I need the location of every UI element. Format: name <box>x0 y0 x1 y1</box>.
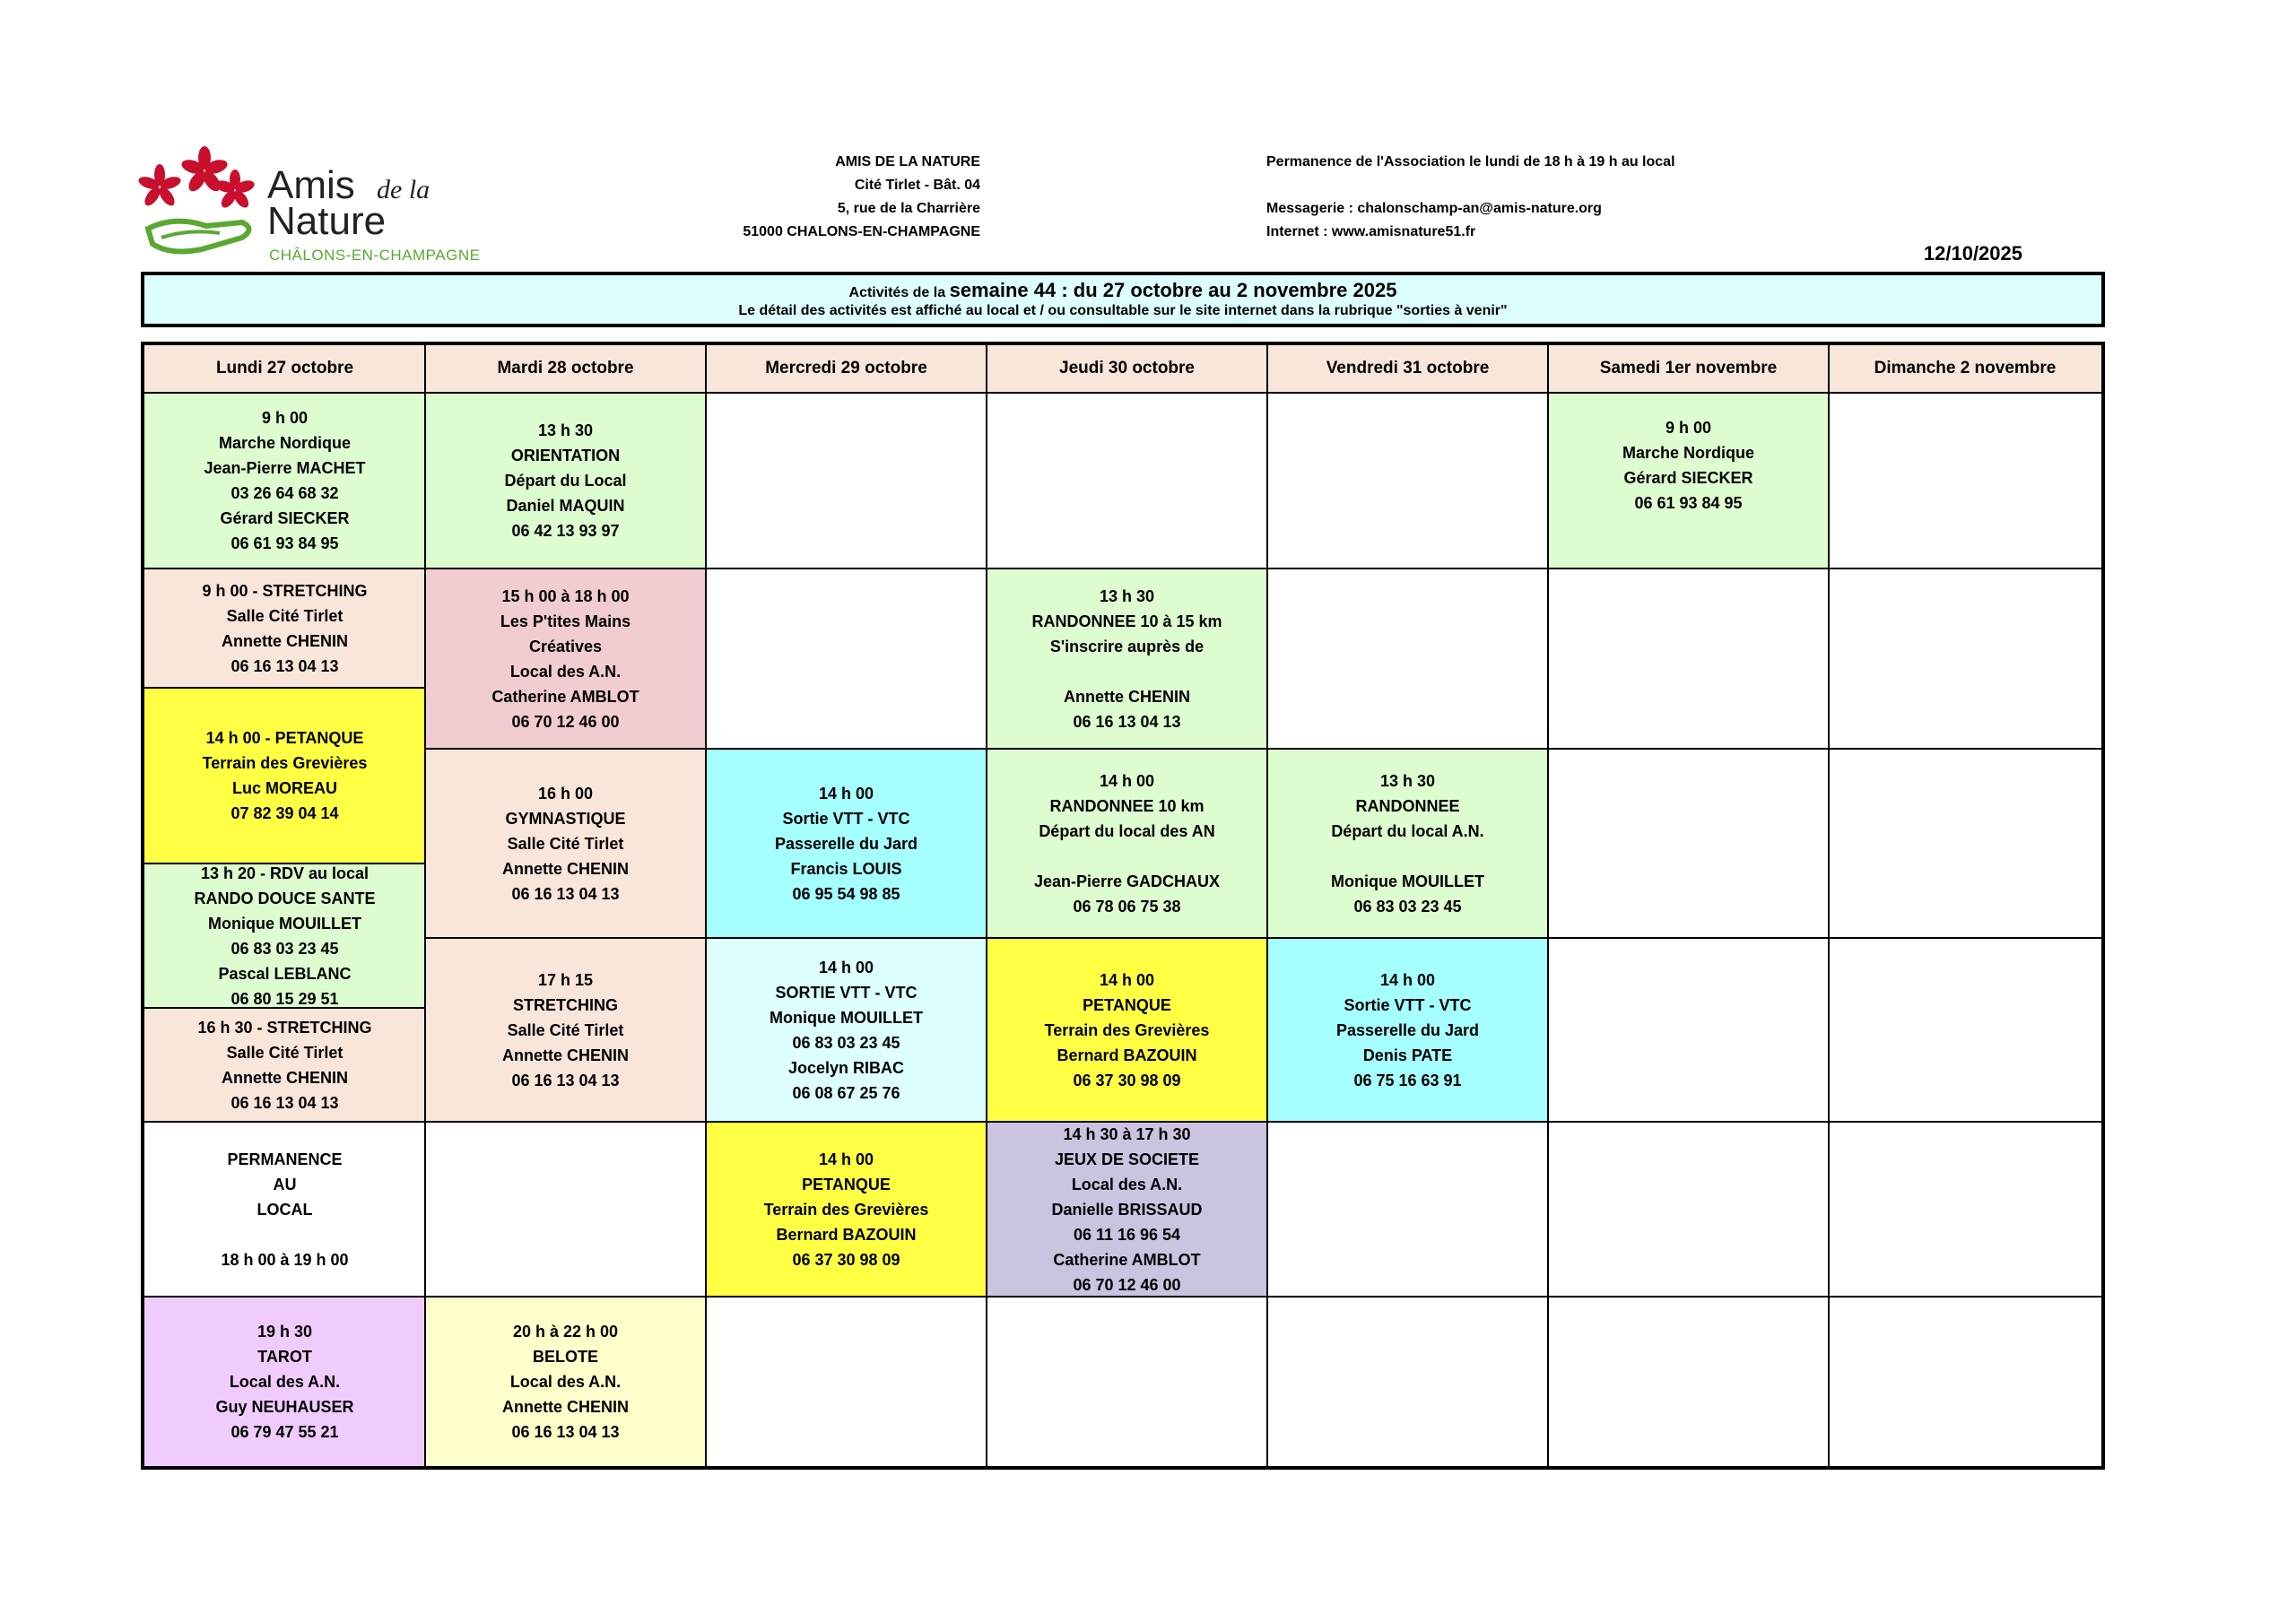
activity-text-line: Terrain des Grevières <box>1044 1020 1210 1039</box>
activity-tuesday-belote <box>425 1296 706 1466</box>
logo-city: CHÂLONS-EN-CHAMPAGNE <box>269 247 481 264</box>
day-header-sunday: Dimanche 2 novembre <box>1829 345 2101 392</box>
activity-text-line: S'inscrire auprès de <box>1049 637 1205 655</box>
day-header-wednesday: Mercredi 29 octobre <box>706 345 987 392</box>
activity-text-line: PERMANENCE <box>227 1150 343 1168</box>
activity-text-line: STRETCHING <box>513 995 618 1014</box>
activity-text-line: Départ du local A.N. <box>1331 821 1484 840</box>
activity-text-line: 03 26 64 68 32 <box>230 484 339 502</box>
activity-text-line: 14 h 00 <box>818 1150 874 1168</box>
activity-thursday-jeux-societe <box>987 1121 1267 1296</box>
activity-text-line: Local des A.N. <box>509 1373 622 1391</box>
activity-text-line: 06 16 13 04 13 <box>1073 712 1181 731</box>
activity-text-line: Catherine AMBLOT <box>491 687 639 706</box>
empty-cell <box>1267 392 1548 568</box>
activity-text-line: Salle Cité Tirlet <box>507 834 624 853</box>
activity-text-line: Sortie VTT - VTC <box>782 809 910 828</box>
activity-text-line: 17 h 15 <box>537 970 594 989</box>
activity-text-line: Annette CHENIN <box>221 1068 348 1087</box>
activity-text-line: 13 h 20 - RDV au local <box>200 864 370 882</box>
activity-text-line: Local des A.N. <box>1071 1175 1183 1193</box>
logo-text-amis: Amis <box>267 163 355 207</box>
activity-text-line: Annette CHENIN <box>501 1046 629 1064</box>
activity-friday-vtt <box>1267 937 1548 1121</box>
activity-text-line: 14 h 30 à 17 h 30 <box>1063 1124 1191 1143</box>
activity-tuesday-stretching <box>425 937 706 1121</box>
activity-monday-marche-nordique <box>144 392 425 568</box>
activity-text-line: 15 h 00 à 18 h 00 <box>501 586 630 605</box>
activity-text-line: 06 79 47 55 21 <box>230 1423 339 1441</box>
column-divider <box>986 345 987 1466</box>
activity-text-line: 06 16 13 04 13 <box>230 1093 339 1112</box>
activity-text-line: Salle Cité Tirlet <box>226 606 344 625</box>
empty-cell <box>987 392 1267 568</box>
activity-text-line: LOCAL <box>257 1200 313 1219</box>
activity-text-line: 14 h 00 <box>818 784 874 803</box>
address-line: 51000 CHALONS-EN-CHAMPAGNE <box>743 224 980 239</box>
empty-cell <box>1829 1296 2101 1466</box>
day-header-thursday: Jeudi 30 octobre <box>987 345 1267 392</box>
activity-text-line: Monique MOUILLET <box>1331 872 1484 890</box>
activity-text-line: 14 h 00 <box>1099 771 1155 790</box>
activity-text-line: 06 95 54 98 85 <box>792 884 900 903</box>
activity-text-line: 13 h 30 <box>1379 771 1436 790</box>
empty-cell <box>1267 1121 1548 1296</box>
activity-text-line: 06 42 13 93 97 <box>511 522 620 540</box>
activity-text-line: 14 h 00 - PETANQUE <box>205 729 364 747</box>
activity-text-line: Catherine AMBLOT <box>1053 1250 1201 1269</box>
day-header-saturday: Samedi 1er novembre <box>1548 345 1829 392</box>
activity-text-line: Annette CHENIN <box>1063 687 1190 706</box>
empty-cell <box>425 1121 706 1296</box>
activity-tuesday-gymnastique <box>425 748 706 937</box>
activity-friday-randonnee <box>1267 748 1548 937</box>
activity-tuesday-ptites-mains <box>425 568 706 748</box>
activity-text-line: Annette CHENIN <box>501 1398 629 1416</box>
empty-cell <box>1548 1296 1829 1466</box>
activity-text-line: Gérard SIECKER <box>1623 469 1753 487</box>
activity-text-line: 06 83 03 23 45 <box>1353 897 1462 916</box>
activity-text-line: PETANQUE <box>802 1175 891 1193</box>
activity-text-line: Jean-Pierre GADCHAUX <box>1033 872 1221 890</box>
activity-text-line: TAROT <box>257 1348 312 1366</box>
empty-cell <box>1267 568 1548 748</box>
week-prefix: Activités de la <box>848 285 946 300</box>
activity-text-line: 06 37 30 98 09 <box>792 1250 900 1269</box>
empty-cell <box>1829 392 2101 568</box>
activity-text-line: 06 61 93 84 95 <box>230 534 339 552</box>
activity-text-line: 06 78 06 75 38 <box>1073 897 1181 916</box>
email-info: Messagerie : chalonschamp-an@amis-nature.org <box>1266 201 1602 216</box>
activity-text-line: Passerelle du Jard <box>774 834 918 853</box>
activity-text-line: 14 h 00 <box>1379 970 1436 989</box>
activity-text-line: 9 h 00 <box>261 409 309 427</box>
activity-text-line: Terrain des Grevières <box>202 754 368 772</box>
activity-monday-permanence <box>144 1121 425 1296</box>
activity-text-line: 9 h 00 <box>1665 419 1712 437</box>
activity-text-line: JEUX DE SOCIETE <box>1054 1150 1200 1168</box>
activity-text-line: 06 83 03 23 45 <box>230 939 339 958</box>
activity-text-line: Denis PATE <box>1362 1046 1453 1064</box>
activity-text-line: 14 h 00 <box>818 958 874 976</box>
activity-text-line: 06 16 13 04 13 <box>230 656 339 675</box>
activity-thursday-randonnee-long <box>987 568 1267 748</box>
activity-text-line: Annette CHENIN <box>501 859 629 878</box>
activity-text-line: Annette CHENIN <box>221 631 348 650</box>
address-line: AMIS DE LA NATURE <box>835 154 980 169</box>
activity-text-line: 06 61 93 84 95 <box>1634 494 1743 512</box>
week-banner <box>141 272 2105 327</box>
empty-cell <box>706 568 987 748</box>
activity-text-line: 06 08 67 25 76 <box>792 1083 900 1102</box>
activity-text-line: Pascal LEBLANC <box>218 964 352 983</box>
activity-thursday-randonnee-10km <box>987 748 1267 937</box>
activity-text-line: Danielle BRISSAUD <box>1051 1200 1203 1219</box>
association-logo <box>135 143 511 269</box>
activity-text-line: Bernard BAZOUIN <box>1057 1046 1197 1064</box>
activity-text-line: ORIENTATION <box>510 447 621 464</box>
day-header-friday: Vendredi 31 octobre <box>1267 345 1548 392</box>
activity-text-line: 06 75 16 63 91 <box>1353 1071 1462 1089</box>
activity-text-line: BELOTE <box>532 1348 598 1366</box>
empty-cell <box>1548 748 1829 937</box>
activity-text-line: Les P'tites Mains <box>500 612 631 630</box>
activity-text-line: Sortie VTT - VTC <box>1344 995 1472 1014</box>
activity-text-line: 06 16 13 04 13 <box>511 884 620 903</box>
association-address <box>628 151 980 244</box>
activity-text-line: 14 h 00 <box>1099 970 1155 989</box>
day-header-tuesday: Mardi 28 octobre <box>425 345 706 392</box>
activity-text-line: Daniel MAQUIN <box>506 497 625 515</box>
column-divider <box>1828 345 1830 1466</box>
activity-wednesday-vtt-sortie <box>706 937 987 1121</box>
empty-cell <box>706 1296 987 1466</box>
activity-text-line: SORTIE VTT - VTC <box>775 983 918 1002</box>
activity-text-line: 06 70 12 46 00 <box>511 712 620 731</box>
activity-text-line: RANDONNEE 10 à 15 km <box>1031 612 1222 630</box>
empty-cell <box>1829 748 2101 937</box>
column-divider <box>1547 345 1549 1466</box>
activity-monday-stretching-morning <box>144 568 425 687</box>
week-detail: Le détail des activités est affiché au local et / ou consultable sur le site internet dans la rubrique "sorties à venir" <box>738 303 1508 318</box>
activity-text-line: Terrain des Grevières <box>763 1200 929 1219</box>
activity-text-line: Marche Nordique <box>1622 444 1755 462</box>
activity-saturday-marche-nordique <box>1548 392 1829 568</box>
activity-text-line: Guy NEUHAUSER <box>215 1398 354 1416</box>
activity-text-line: RANDONNEE 10 km <box>1049 796 1205 815</box>
activity-text-line: 16 h 30 - STRETCHING <box>197 1018 372 1037</box>
activity-thursday-petanque <box>987 937 1267 1121</box>
empty-cell <box>1548 568 1829 748</box>
logo-text-de-la: de la <box>377 175 430 204</box>
activity-text-line: Salle Cité Tirlet <box>507 1020 624 1039</box>
activity-wednesday-vtt-jard <box>706 748 987 937</box>
activity-text-line: 06 70 12 46 00 <box>1073 1275 1181 1294</box>
activity-text-line: 9 h 00 - STRETCHING <box>202 581 368 600</box>
spacer <box>1266 174 1894 197</box>
week-range: semaine 44 : du 27 octobre au 2 novembre 2025 <box>949 279 1397 301</box>
logo-text-nature: Nature <box>267 199 387 243</box>
day-header-monday: Lundi 27 octobre <box>144 345 425 392</box>
activity-text-line: Local des A.N. <box>509 662 622 681</box>
permanence-info: Permanence de l'Association le lundi de 18 h à 19 h au local <box>1266 154 1675 169</box>
activity-text-line: 13 h 30 <box>1099 586 1155 605</box>
activity-text-line: RANDONNEE <box>1355 796 1460 815</box>
activity-text-line: Départ du Local <box>504 472 627 490</box>
address-line: Cité Tirlet - Bât. 04 <box>854 178 980 193</box>
activity-monday-tarot <box>144 1296 425 1466</box>
association-contact-info <box>1266 151 1894 244</box>
activity-text-line: 06 16 13 04 13 <box>511 1071 620 1089</box>
activity-tuesday-orientation <box>425 392 706 568</box>
activity-text-line: 06 11 16 96 54 <box>1073 1225 1181 1244</box>
empty-cell <box>1548 937 1829 1121</box>
empty-cell <box>1267 1296 1548 1466</box>
activity-monday-petanque <box>144 687 425 863</box>
activity-monday-stretching-evening <box>144 1007 425 1121</box>
document-date: 12/10/2025 <box>1923 242 2022 265</box>
week-title <box>144 279 2101 302</box>
activity-text-line: 06 80 15 29 51 <box>230 989 339 1008</box>
activity-text-line: PETANQUE <box>1083 995 1171 1014</box>
activity-text-line: Bernard BAZOUIN <box>776 1225 917 1244</box>
activity-text-line: Gérard SIECKER <box>220 509 350 527</box>
activity-text-line: Monique MOUILLET <box>208 914 361 933</box>
activity-text-line: Jocelyn RIBAC <box>787 1058 905 1077</box>
weekly-schedule-grid <box>141 342 2105 1470</box>
activity-text-line: 19 h 30 <box>257 1323 313 1341</box>
activity-text-line: 06 37 30 98 09 <box>1073 1071 1181 1089</box>
activity-text-line: 06 83 03 23 45 <box>792 1033 900 1052</box>
empty-cell <box>1829 937 2101 1121</box>
empty-cell <box>706 392 987 568</box>
activity-text-line: 06 16 13 04 13 <box>511 1423 620 1441</box>
activity-text-line: 13 h 30 <box>537 421 594 439</box>
column-divider <box>705 345 707 1466</box>
empty-cell <box>1829 568 2101 748</box>
activity-text-line: RANDO DOUCE SANTE <box>194 889 376 907</box>
activity-text-line: Créatives <box>528 637 603 655</box>
activity-text-line: 20 h à 22 h 00 <box>512 1323 619 1341</box>
activity-text-line: 18 h 00 à 19 h 00 <box>221 1250 349 1269</box>
activity-wednesday-petanque <box>706 1121 987 1296</box>
activity-text-line: AU <box>273 1175 297 1193</box>
activity-text-line: 07 82 39 04 14 <box>230 804 339 822</box>
flower-hands-icon <box>135 143 269 269</box>
activity-text-line: Salle Cité Tirlet <box>226 1043 344 1062</box>
address-line: 5, rue de la Charrière <box>837 201 980 216</box>
activity-text-line: Passerelle du Jard <box>1335 1020 1480 1039</box>
website-info: Internet : www.amisnature51.fr <box>1266 224 1476 239</box>
empty-cell <box>1548 1121 1829 1296</box>
empty-cell <box>1829 1121 2101 1296</box>
activity-text-line: Jean-Pierre MACHET <box>204 459 366 477</box>
activity-text-line: Francis LOUIS <box>790 859 902 878</box>
activity-text-line: Local des A.N. <box>229 1373 341 1391</box>
activity-text-line: Luc MOREAU <box>232 779 337 797</box>
empty-cell <box>987 1296 1267 1466</box>
activity-text-line: Marche Nordique <box>218 434 352 452</box>
activity-text-line: Monique MOUILLET <box>770 1008 923 1027</box>
column-divider <box>424 345 426 1466</box>
column-divider <box>1266 345 1268 1466</box>
activity-monday-rando-douce <box>144 863 425 1007</box>
activity-text-line: 16 h 00 <box>537 784 594 803</box>
activity-text-line: Départ du local des AN <box>1039 821 1215 840</box>
activity-text-line: GYMNASTIQUE <box>505 809 626 828</box>
